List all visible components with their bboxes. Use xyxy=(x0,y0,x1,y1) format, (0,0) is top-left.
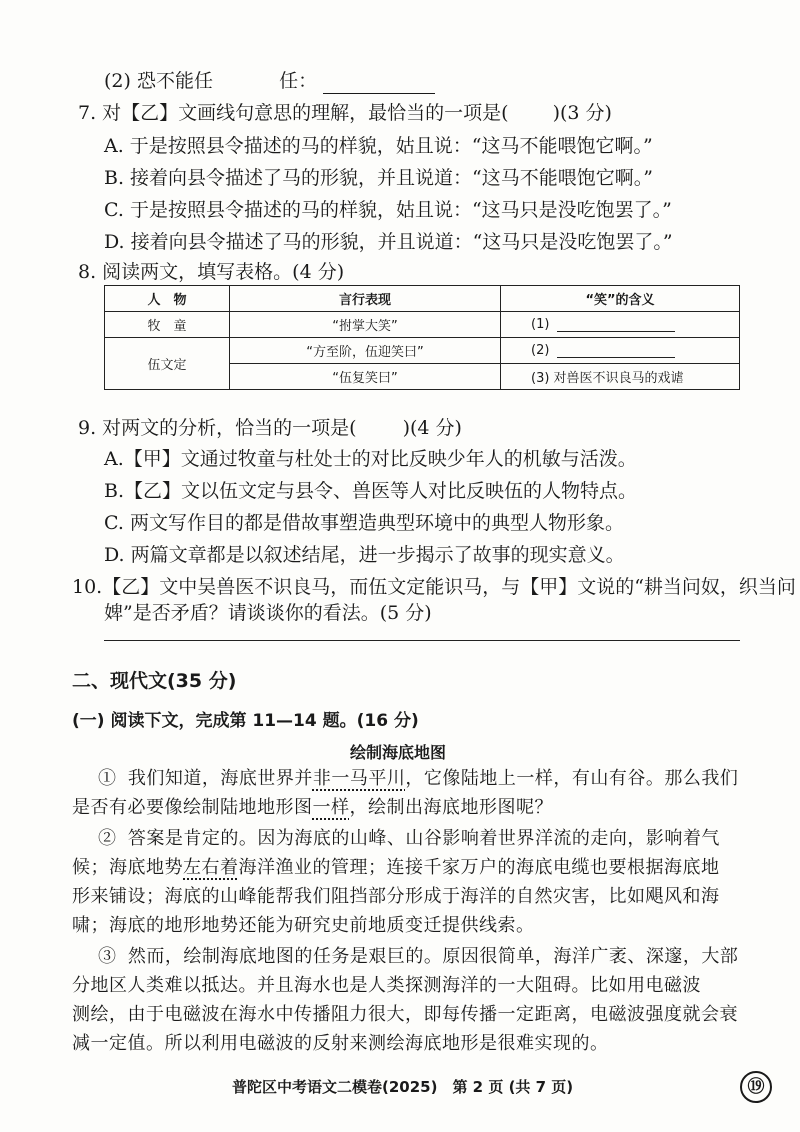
paragraph-3-line-1: ③ 然而，绘制海底地图的任务是艰巨的。原因很简单，海洋广袤、深邃，大部 xyxy=(98,946,739,967)
page-number-badge: ⑲ xyxy=(740,1071,772,1103)
q9-option-c: C. 两文写作目的都是借故事塑造典型环境中的典型人物形象。 xyxy=(104,512,624,534)
p2-l2-a: 候；海底地势 xyxy=(72,857,183,878)
q7-stem xyxy=(78,100,612,126)
p1-l1-c: ，它像陆地上一样，有山有谷。那么我们 xyxy=(405,768,739,789)
q8-stem: 8. 阅读两文，填写表格。(4 分) xyxy=(78,261,345,283)
subsection-title: (一) 阅读下文，完成第 11—14 题。(16 分) xyxy=(72,711,419,731)
q7-option-a: A. 于是按照县令描述的马的样貌，姑且说：“这马不能喂饱它啊。” xyxy=(104,135,653,157)
q7-option-d: D. 接着向县令描述了马的形貌，并且说道：“这马只是没吃饱罢了。” xyxy=(104,231,673,253)
q7-stem-score: )(3 分) xyxy=(552,102,612,124)
paragraph-2-line-2 xyxy=(72,855,720,881)
q8-r1-person: 牧 童 xyxy=(105,312,230,338)
q8-r1-answer-blank[interactable] xyxy=(557,319,675,332)
q8-r3-meaning: (3) 对兽医不识良马的戏谑 xyxy=(501,364,740,390)
q8-r1-meaning xyxy=(501,312,740,338)
q8-r2-action: “方至阶，伍迎笑曰” xyxy=(230,338,501,364)
q8-r1-meaning-num: (1) xyxy=(531,317,550,332)
q8-table-row xyxy=(105,312,740,338)
q10-answer-line[interactable] xyxy=(104,640,740,641)
paragraph-2-line-3: 形来铺设；海底的山峰能帮我们阻挡部分形成于海洋的自然灾害，比如飓风和海 xyxy=(72,886,720,907)
q10-stem-line1: 10.【乙】文中吴兽医不识良马，而伍文定能识马，与【甲】文说的“耕当问奴，织当问 xyxy=(72,576,796,598)
paragraph-3-line-2: 分地区人类难以抵达。并且海水也是人类探测海洋的一大阻碍。比如用电磁波 xyxy=(72,975,701,996)
q9-stem xyxy=(78,415,462,441)
paragraph-2-line-1: ② 答案是肯定的。因为海底的山峰、山谷影响着世界洋流的走向，影响着气 xyxy=(98,828,720,849)
q8-table-header xyxy=(105,286,740,312)
p1-l2-a: 是否有必要像绘制陆地地形图 xyxy=(72,797,313,818)
q8-r2-meaning xyxy=(501,338,740,364)
q7-stem-text: 7. 对【乙】文画线句意思的理解，最恰当的一项是( xyxy=(78,102,509,124)
paragraph-2-line-4: 啸；海底的地形地势还能为研究史前地质变迁提供线索。 xyxy=(72,915,535,936)
q8-header-action: 言行表现 xyxy=(230,286,501,312)
q8-header-person: 人 物 xyxy=(105,286,230,312)
q6-item-2 xyxy=(104,68,435,94)
q9-stem-score: )(4 分) xyxy=(402,417,462,439)
p1-l2-emphasis: 一样 xyxy=(312,797,350,818)
paragraph-1-line-1 xyxy=(98,766,738,792)
p2-l2-emphasis: 左右着 xyxy=(183,857,239,878)
q9-option-a: A.【甲】文通过牧童与杜处士的对比反映少年人的机敏与活泼。 xyxy=(104,448,637,470)
q9-option-b: B.【乙】文以伍文定与县令、兽医等人对比反映伍的人物特点。 xyxy=(104,480,638,502)
paragraph-3-line-3: 测绘，由于电磁波在海水中传播阻力很大，即每传播一定距离，电磁波强度就会衰 xyxy=(72,1004,738,1025)
article-title: 绘制海底地图 xyxy=(350,743,447,762)
q9-stem-text: 9. 对两文的分析，恰当的一项是( xyxy=(78,417,357,439)
p1-l1-a: ① 我们知道，海底世界并 xyxy=(98,768,313,789)
q8-table xyxy=(104,285,740,390)
q8-header-meaning: “笑”的含义 xyxy=(501,286,740,312)
q8-r2-meaning-num: (2) xyxy=(531,343,550,358)
q7-option-c: C. 于是按照县令描述的马的样貌，姑且说：“这马只是没吃饱罢了。” xyxy=(104,199,672,221)
q8-r2-person: 伍文定 xyxy=(105,338,230,390)
q9-option-d: D. 两篇文章都是以叙述结尾，进一步揭示了故事的现实意义。 xyxy=(104,544,625,566)
q6-item-2-text: (2) 恐不能任 xyxy=(104,70,213,92)
q8-table-row xyxy=(105,338,740,364)
q10-stem-line2: 婢”是否矛盾？请谈谈你的看法。(5 分) xyxy=(104,602,432,624)
q8-r2-answer-blank[interactable] xyxy=(557,345,675,358)
q8-r1-action: “拊掌大笑” xyxy=(230,312,501,338)
paragraph-1-line-2 xyxy=(72,795,553,821)
q6-answer-blank[interactable] xyxy=(323,71,435,94)
p1-l1-emphasis: 非一马平川 xyxy=(312,768,406,789)
q8-r3-action: “伍复笑曰” xyxy=(230,364,501,390)
page-footer: 普陀区中考语文二模卷(2025) 第 2 页 (共 7 页) xyxy=(232,1078,574,1096)
section-title: 二、现代文(35 分) xyxy=(72,670,237,692)
p1-l2-c: ，绘制出海底地形图呢？ xyxy=(349,797,553,818)
p2-l2-c: 海洋渔业的管理；连接千家万户的海底电缆也要根据海底地 xyxy=(238,857,720,878)
q7-option-b: B. 接着向县令描述了马的形貌，并且说道：“这马不能喂饱它啊。” xyxy=(104,167,653,189)
q6-item-2-label: 任： xyxy=(279,70,318,92)
paragraph-3-line-4: 减一定值。所以利用电磁波的反射来测绘海底地形是很难实现的。 xyxy=(72,1033,609,1054)
